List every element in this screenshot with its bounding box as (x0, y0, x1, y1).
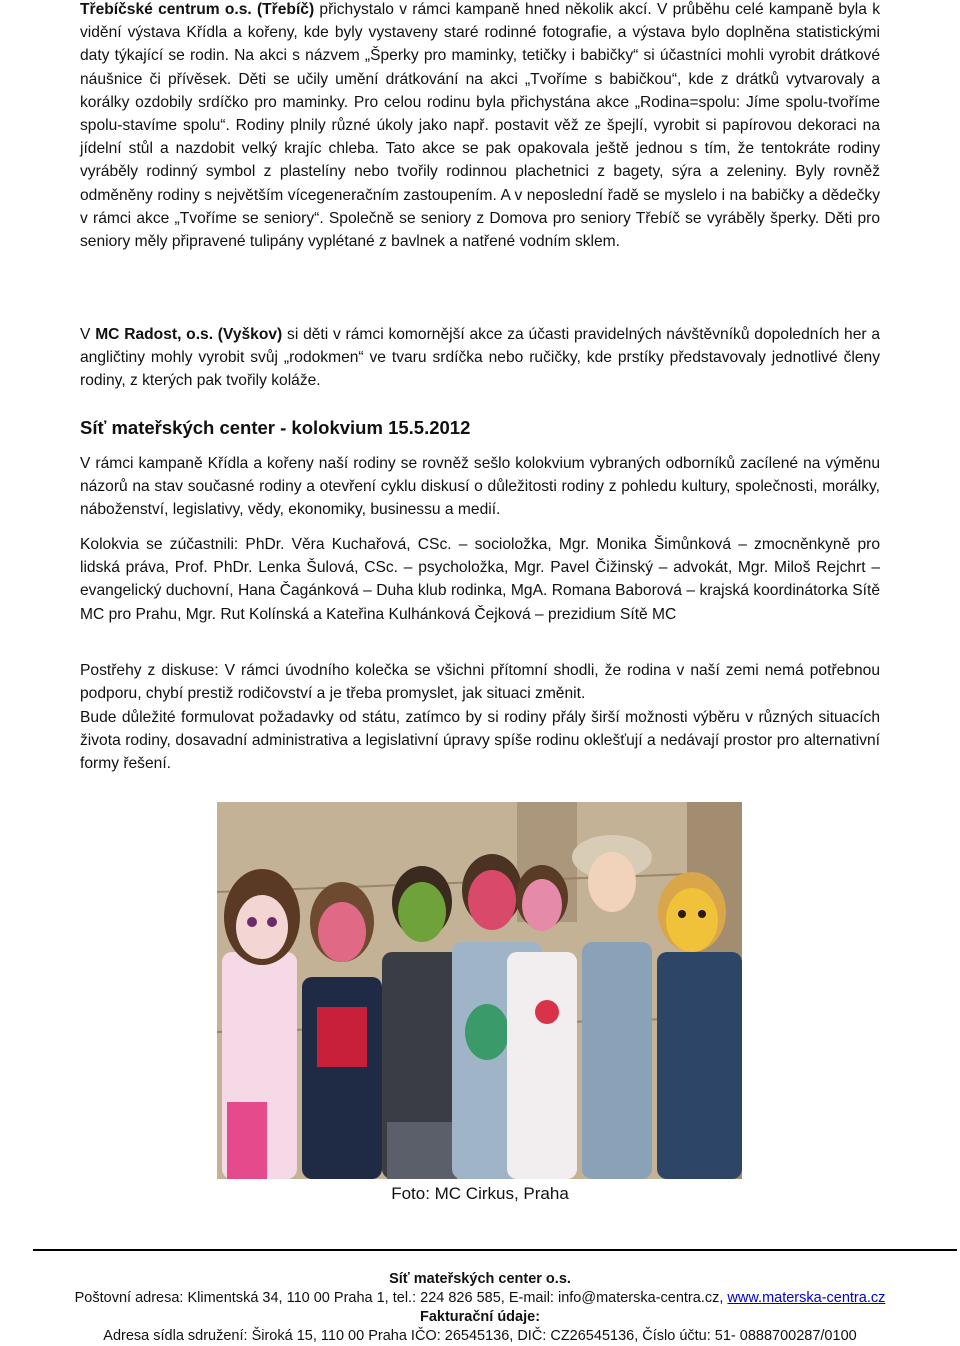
paragraph-radost-prefix: V (80, 326, 96, 343)
paragraph-colloquium-intro: V rámci kampaně Křídla a kořeny naší rodiny se rovněž sešlo kolokvium vybraných odborníků zacílené na výměnu názorů na stav současné rodiny a otevření cyklu diskusí o důležitosti rodiny z pohledu kultury, společnosti, morálky, náboženství, legislativy, vědy, ekonomiky, businessu a medií. (80, 455, 880, 519)
paragraph-radost (80, 323, 880, 393)
footer-billing-label: Fakturační údaje: (419, 1309, 541, 1325)
footer (0, 1270, 960, 1346)
children-facepaint-photo (217, 802, 742, 1179)
section-heading: Síť mateřských center - kolokvium 15.5.2012 (80, 417, 471, 438)
paragraph-trebic (80, 0, 880, 253)
photo-illustration (217, 802, 742, 1179)
paragraph-requirements: Bude důležité formulovat požadavky od státu, zatímco by si rodiny přály širší možnosti výběru v různých situacích života rodiny, dosavadní administrativa a legislativní úpravy spíše rodinu oklešťují a nedávají prostor pro alternativní formy řešení. (80, 709, 880, 773)
footer-divider (33, 1249, 957, 1251)
child-1 (222, 869, 300, 1179)
paragraph-trebic-text: přichystalo v rámci kampaně hned několik akcí. V průběhu celé kampaně byla k vidění výstava Křídla a kořeny, kde byly vystaveny staré rodinné fotografie, a výstava bylo doplněna statistickými daty týkající se rodin. Na akci s názvem „Šperky pro maminky, tetičky i babičky“ si účastníci mohli vyrobit drátkové náušnice či přívěsek. Děti se učily umění drátkování na akci „Tvoříme s babičkou“, kde z drátků vytvarovaly a korálky ozdobily srdíčko pro maminky. Pro celou rodinu byla přichystána akce „Rodina=spolu: Jíme spolu-tvoříme spolu-stavíme spolu“. Rodiny plnily různé úkoly jako např. postavit věž ze špejlí, vyrobit si papírovou dekoraci na jídelní stůl a nazdobit velký krajíc chleba. Tato akce se pak opakovala ještě jednou s tím, že tentokráte rodiny vyráběly rodinný symbol z plastelíny nebo tvořily rodinnou plachetnici z bagety, sýra a zeleniny. Byly rovněž odměněny rodiny s největším vícegeneračním zastoupením. A v neposlední řadě se myslelo i na babičky a dědečky v rámci akce „Tvoříme se seniory“. Společně se seniory z Domova pro seniory Třebíč se vyráběly šperky. Děti pro seniory měly připravené tulipány vyplétané z bavlnek a natřené vodním sklem. (80, 1, 880, 251)
photo-caption: Foto: MC Cirkus, Praha (391, 1184, 569, 1203)
child-2 (302, 882, 382, 1179)
footer-org-name: Síť mateřských center o.s. (389, 1271, 571, 1287)
footer-website-link[interactable]: www.materska-centra.cz (727, 1290, 886, 1306)
org-name-trebic: Třebíčské centrum o.s. (Třebíč) (80, 1, 315, 18)
footer-postal-line (0, 1289, 960, 1308)
paragraph-radost-text: si děti v rámci komornější akce za účasti pravidelných návštěvníků dopoledních her a angličtiny mohly vyrobit svůj „rodokmen“ ve tvaru srdíčka nebo ručičky, kde prstíky představovaly jednotlivé členy rodiny, z kterých pak tvořily koláže. (80, 326, 881, 390)
org-name-radost: MC Radost, o.s. (Vyškov) (95, 326, 283, 343)
footer-billing-details: Adresa sídla sdružení: Široká 15, 110 00 Praha IČO: 26545136, DIČ: CZ26545136, Číslo účtu: 51- 0888700287/0100 (103, 1328, 857, 1344)
child-3 (382, 866, 462, 1179)
paragraph-participants: Kolokvia se zúčastnili: PhDr. Věra Kuchařová, CSc. – socioložka, Mgr. Monika Šimůnková – zmocněnkyně pro lidská práva, Prof. PhDr. Lenka Šulová, CSc. – psycholožka, Mgr. Pavel Čižinský – advokát, Mgr. Miloš Rejchrt – evangelický duchovní, Hana Čagánková – Duha klub rodinka, MgA. Romana Baborová – krajská koordinátorka Sítě MC pro Prahu, Mgr. Rut Kolínská a Kateřina Kulhánková Čejková – prezidium Sítě MC (80, 536, 880, 623)
footer-postal-address: Poštovní adresa: Klimentská 34, 110 00 Praha 1, tel.: 224 826 585, E-mail: info@materska-centra.cz, (74, 1290, 724, 1306)
paragraph-discussion: Postřehy z diskuse: V rámci úvodního kolečka se všichni přítomní shodli, že rodina v naší zemi nemá potřebnou podporu, chybí prestiž rodičovství a je třeba promyslet, jak situaci změnit. (80, 662, 880, 703)
